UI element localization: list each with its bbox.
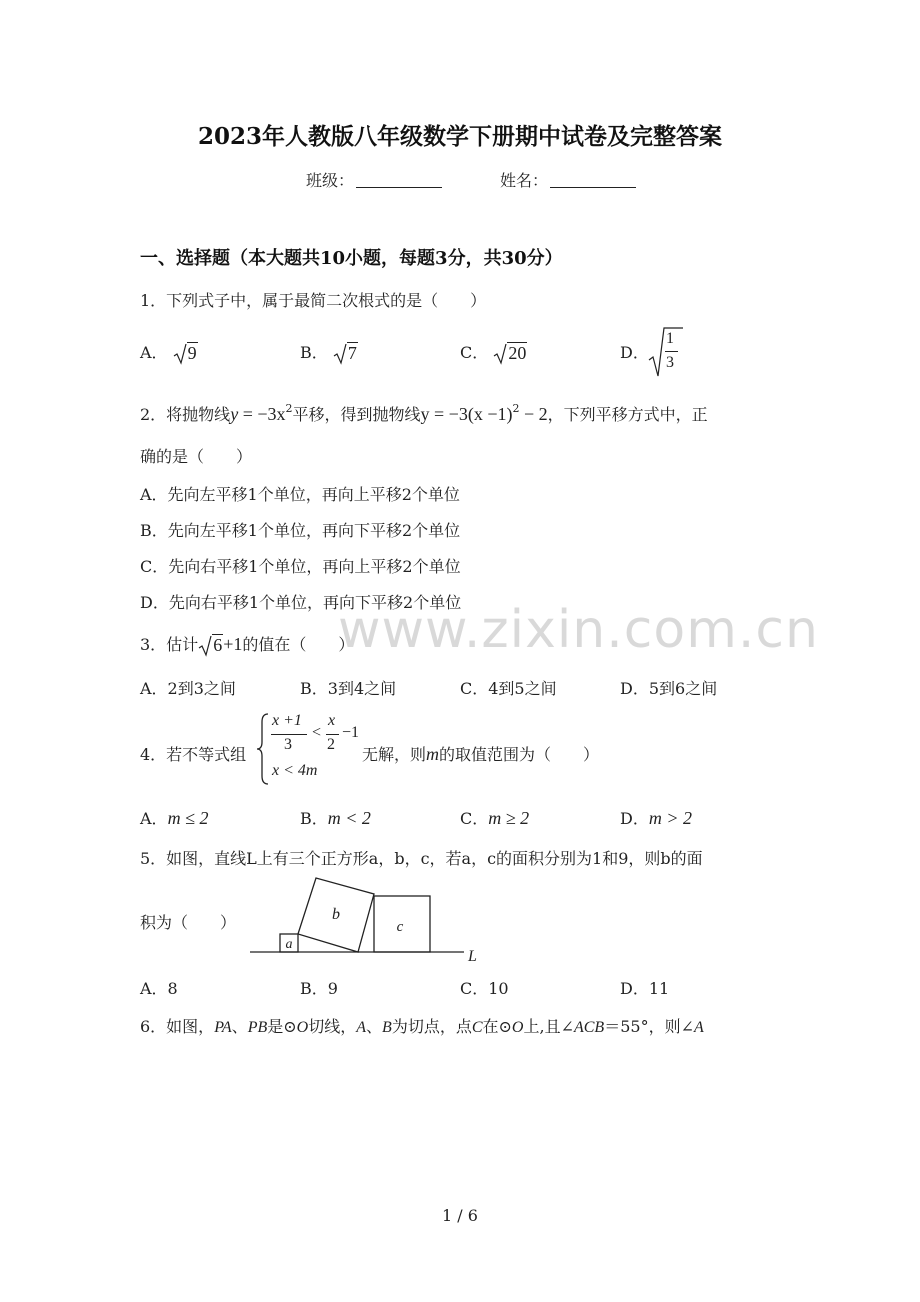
- q2-stem-line1: [140, 402, 708, 425]
- q6-text-5: 在⊙: [482, 1017, 512, 1036]
- q5-stem-line2: 积为（ ）: [140, 913, 237, 932]
- q4-option-c-label: C．: [460, 809, 489, 828]
- q4-frac2-denominator: 2: [327, 736, 335, 753]
- sqrt-sign-icon: [198, 635, 212, 657]
- q4-minus-one: −1: [342, 724, 360, 741]
- q4-option-c: [460, 806, 529, 829]
- q4-option-b-label: B．: [300, 809, 328, 828]
- q4-option-d: [620, 806, 692, 829]
- q2-eq2-tail: − 2: [519, 404, 548, 424]
- q4-inequality-system: [256, 712, 366, 786]
- q2-option-c: C．先向右平移1个单位，再向上平移2个单位: [140, 557, 461, 576]
- q3-text-2: 的值在（ ）: [242, 635, 355, 654]
- q4-stem-tail: [362, 742, 599, 765]
- label-a: a: [285, 937, 293, 952]
- q6-text-1: 6．如图，: [140, 1017, 215, 1036]
- q3-stem: [140, 632, 354, 657]
- label-c: c: [396, 919, 404, 935]
- document-title: 2023年人教版八年级数学下册期中试卷及完整答案: [197, 123, 722, 150]
- q6-text-2: 是⊙: [267, 1017, 297, 1036]
- q1-stem: 1．下列式子中，属于最简二次根式的是（ ）: [140, 291, 487, 310]
- class-label: 班级：: [306, 171, 355, 190]
- q2-option-b: B．先向左平移1个单位，再向下平移2个单位: [140, 521, 461, 540]
- q4-variable-m: m: [426, 744, 440, 764]
- sqrt-sign-icon: [173, 343, 187, 365]
- q2-text-3: ，下列平移方式中，正: [547, 405, 708, 424]
- name-blank[interactable]: [550, 171, 636, 188]
- q1-option-b-radicand: 7: [347, 343, 357, 363]
- name-label: 姓名：: [500, 171, 549, 190]
- q1-option-c-label: C．: [460, 343, 489, 362]
- q4-frac1-numerator: x +1: [272, 712, 302, 729]
- q2-text-2: 平移，得到抛物线: [292, 405, 421, 424]
- q1-option-a-radicand: 9: [187, 343, 197, 363]
- name-field: [500, 168, 636, 191]
- label-l: L: [468, 948, 477, 964]
- q6-point-c: C: [471, 1019, 483, 1036]
- q3-option-b: B．3到4之间: [300, 679, 397, 698]
- sqrt-sign-icon: [333, 343, 347, 365]
- q6-point-b: B: [382, 1019, 392, 1036]
- q6-pa: PA: [214, 1019, 232, 1036]
- q6-sep-2: 、: [366, 1017, 383, 1036]
- q4-option-d-expr: m > 2: [648, 808, 692, 828]
- q2-eq1-rhs: = −3x: [238, 404, 286, 424]
- q4-inequality-2: x < 4m: [272, 762, 318, 779]
- q4-frac1-denominator: 3: [284, 736, 292, 753]
- fraction-bar: [665, 351, 678, 352]
- q4-less-than: <: [312, 724, 322, 741]
- q3-option-d: D．5到6之间: [620, 679, 718, 698]
- q6-sep-1: 、: [231, 1017, 248, 1036]
- q6-angle-acb: ACB: [573, 1019, 605, 1036]
- q1-option-d-radical: [648, 326, 684, 378]
- q6-text-6: 上,且∠: [523, 1017, 574, 1036]
- q5-option-b: B．9: [300, 979, 338, 998]
- q6-pb: PB: [247, 1019, 268, 1036]
- q5-squares-figure: [246, 872, 486, 964]
- q5-option-c: C．10: [460, 979, 509, 998]
- q6-text-4: 为切点，点: [391, 1017, 472, 1036]
- q1-option-c-radicand: 20: [508, 343, 527, 363]
- q3-radicand: 6: [213, 635, 223, 655]
- page-number: 1 / 6: [442, 1206, 478, 1225]
- q4-frac2-numerator: x: [328, 712, 336, 729]
- q4-text-2: 无解，则: [362, 745, 427, 764]
- q2-stem-line2: 确的是（ ）: [140, 447, 253, 466]
- q4-option-a-expr: m ≤ 2: [167, 808, 209, 828]
- q6-angle-a: A: [693, 1019, 704, 1036]
- sqrt-sign-icon: [493, 343, 507, 365]
- q2-eq1-lhs: y: [230, 404, 239, 424]
- left-brace-icon: [256, 712, 270, 786]
- q2-eq2-exponent: 2: [512, 402, 520, 415]
- q1-option-b-label: B．: [300, 343, 328, 362]
- q1-option-d-label: D．: [620, 343, 649, 362]
- q2-option-a: A．先向左平移1个单位，再向上平移2个单位: [140, 485, 460, 504]
- q1-option-a: [140, 340, 198, 365]
- watermark: www.zixin.com.cn: [338, 600, 819, 660]
- q4-option-a-label: A．: [140, 809, 168, 828]
- q2-option-d: D．先向右平移1个单位，再向下平移2个单位: [140, 593, 462, 612]
- q1-option-c: [460, 340, 527, 365]
- q6-text-3: 切线，: [308, 1017, 357, 1036]
- q1-option-d-numerator: 1: [666, 330, 674, 347]
- q6-o-2: O: [511, 1019, 524, 1036]
- section-heading: 一、选择题（本大题共10小题，每题3分，共30分）: [140, 248, 563, 269]
- q2-eq1-exponent: 2: [285, 402, 293, 415]
- q4-option-d-label: D．: [620, 809, 649, 828]
- q4-option-a: [140, 806, 208, 829]
- fraction-bar: [271, 734, 307, 735]
- q3-plus-one: +1: [223, 634, 243, 654]
- class-field: [306, 168, 442, 191]
- q1-option-d-denominator: 3: [666, 354, 674, 371]
- fraction-bar: [326, 734, 339, 735]
- q6-point-a: A: [356, 1019, 367, 1036]
- q6-o-1: O: [296, 1019, 309, 1036]
- q4-text-1: 4．若不等式组: [140, 745, 247, 764]
- q5-option-a: A．8: [140, 979, 178, 998]
- q6-text-7: ＝55°，则∠: [604, 1017, 694, 1036]
- q4-option-b-expr: m < 2: [327, 808, 371, 828]
- q4-text-3: 的取值范围为（ ）: [439, 745, 600, 764]
- q3-option-a: A．2到3之间: [140, 679, 236, 698]
- q6-stem: [140, 1014, 704, 1037]
- q2-eq2: y = −3(x −1): [420, 404, 513, 424]
- q4-option-b: [300, 806, 371, 829]
- q1-option-a-label: A．: [140, 343, 168, 362]
- q3-option-c: C．4到5之间: [460, 679, 557, 698]
- q4-option-c-expr: m ≥ 2: [488, 808, 530, 828]
- q3-text-1: 3．估计: [140, 635, 199, 654]
- q5-stem-line1: 5．如图，直线L上有三个正方形a，b，c，若a，c的面积分别为1和9，则b的面: [140, 849, 703, 868]
- q2-text-1: 2．将抛物线: [140, 405, 231, 424]
- q5-option-d: D．11: [620, 979, 670, 998]
- class-blank[interactable]: [356, 171, 442, 188]
- label-b: b: [332, 906, 340, 923]
- q1-option-b: [300, 340, 358, 365]
